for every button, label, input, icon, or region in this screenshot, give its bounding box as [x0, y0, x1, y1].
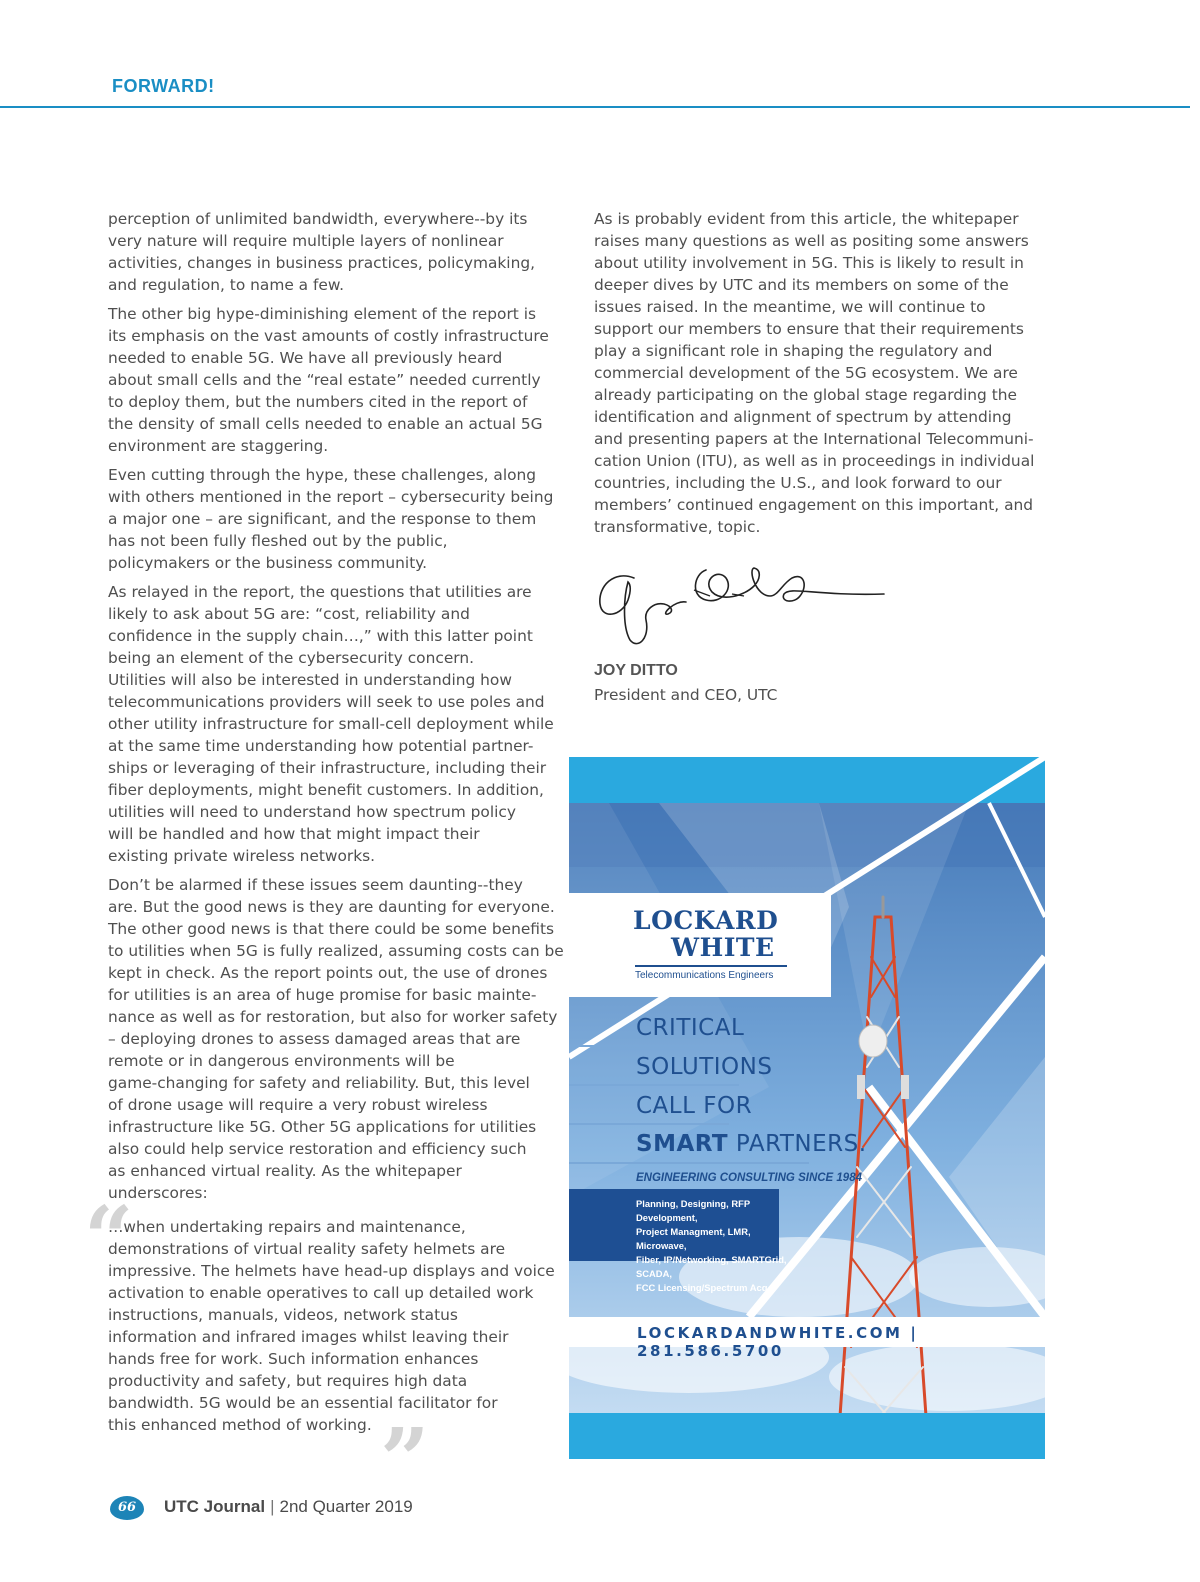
- page-number-badge: 66: [110, 1496, 144, 1520]
- ad-headline-2: SOLUTIONS: [636, 1054, 773, 1080]
- logo-subtitle: Telecommunications Engineers: [635, 970, 774, 981]
- ad-headline-1: CRITICAL: [636, 1015, 745, 1041]
- left-column: [108, 208, 564, 1443]
- paragraph: The other big hype-diminishing element of the report is its emphasis on the vast amounts of costly infrastructure needed to enable 5G. We have all previously heard about small cells and the “real estate” needed currently to deploy them, but the numbers cited in the report of the density of small cells needed to enable an actual 5G environment are staggering.: [108, 305, 549, 455]
- block-quote: …when undertaking repairs and maintenance, demonstrations of virtual reality safety helmets are impressive. The helmets have head-up displays and voice activation to enable operatives to call up detailed work instructions, manuals, videos, network status information and infrared images whilst leaving their hands free for work. Such information enhances productivity and safety, but requires high data bandwidth. 5G would be an essential facilitator for this enhanced method of working.: [108, 1218, 555, 1434]
- header-divider: [0, 106, 1190, 108]
- ad-headline-rule: [569, 1162, 809, 1164]
- logo-rule: [635, 965, 787, 967]
- journal-name: UTC Journal: [164, 1497, 266, 1516]
- paragraph: As relayed in the report, the questions that utilities are likely to ask about 5G are: “cost, reliability and confidence in the supply chain…,” with this latter point being an element of the cybersecurity concern. Utilities will also be interested in understanding how telecommunications providers will seek to use poles and other utility infrastructure for small-cell deployment while at the same time understanding how potential partner- ships or leveraging of their infrastructure, including their fiber deployments, might benefit customers. In addition, utilities will need to understand how spectrum policy will be handled and how that might impact their existing private wireless networks.: [108, 583, 554, 865]
- open-quote-mark: “: [84, 1188, 134, 1289]
- section-title: FORWARD!: [112, 76, 215, 96]
- paragraph: perception of unlimited bandwidth, everywhere--by its very nature will require multiple layers of nonlinear activities, changes in business practices, policymaking, and regulation, to name a few.: [108, 210, 535, 294]
- services-list: Planning, Designing, RFP Development, Project Managment, LMR, Microwave, Fiber, IP/Networking, SMARTGrid, SCADA, FCC Licensing/Spectrum Acq.: [636, 1198, 787, 1293]
- paragraph: Don’t be alarmed if these issues seem daunting--they are. But the good news is they are daunting for everyone. The other good news is that there could be some benefits to utilities when 5G is fully realized, assuming costs can be kept in check. As the report points out, the use of drones for utilities is an area of huge promise for basic mainte- nance as well as for restoration, but also for worker safety – deploying drones to assess damaged areas that are remote or in dangerous environments will be game-changing for safety and reliability. But, this level of drone usage will require a very robust wireless infrastructure like 5G. Other 5G applications for utilities also could help service restoration and efficiency such as enhanced virtual reality. As the whitepaper underscores:: [108, 876, 564, 1202]
- ad-headline-4: [636, 1131, 867, 1157]
- signature-image: [594, 556, 894, 652]
- paragraph: Even cutting through the hype, these challenges, along with others mentioned in the report – cybersecurity being a major one – are significant, and the response to them has not been fully fleshed out by the public, policymakers or the business community.: [108, 466, 554, 572]
- issue-label: 2nd Quarter 2019: [279, 1497, 413, 1516]
- signature-name: JOY DITTO: [594, 662, 678, 679]
- footer-separator: |: [270, 1497, 275, 1516]
- ad-headline-rule: [569, 1084, 739, 1086]
- ad-headline-rule: [569, 1045, 741, 1047]
- right-column: [594, 208, 1054, 545]
- ad-headline-3: CALL FOR: [636, 1093, 753, 1119]
- lockard-white-logo: [633, 907, 793, 961]
- close-quote-mark: ”: [380, 1410, 430, 1511]
- ad-website-phone: LOCKARDANDWHITE.COM | 281.586.5700: [637, 1324, 919, 1360]
- ad-headline-smart: SMART: [636, 1131, 729, 1157]
- ad-bottom-band: [569, 1413, 1045, 1459]
- advertisement: [569, 757, 1045, 1459]
- signature-title: President and CEO, UTC: [594, 686, 778, 704]
- footer-publication: [164, 1497, 413, 1517]
- paragraph: As is probably evident from this article, the whitepaper raises many questions as well as positing some answers about utility involvement in 5G. This is likely to result in deeper dives by UTC and its members on some of the issues raised. In the meantime, we will continue to support our members to ensure that their requirements play a significant role in shaping the regulatory and commercial development of the 5G ecosystem. We are already participating on the global stage regarding the identification and alignment of spectrum by attending and presenting papers at the International Telecommuni- cation Union (ITU), as well as in proceedings in individual countries, including the U.S., and look forward to our members’ continued engagement on this important, and transformative, topic.: [594, 210, 1035, 536]
- ad-headline-partners: PARTNERS.: [728, 1131, 867, 1157]
- logo-text-lockard: LOCKARD: [633, 906, 779, 935]
- ad-since-line: ENGINEERING CONSULTING SINCE 1984: [636, 1172, 862, 1184]
- ad-headline-rule: [569, 1123, 729, 1125]
- logo-text-white: WHITE: [671, 933, 775, 962]
